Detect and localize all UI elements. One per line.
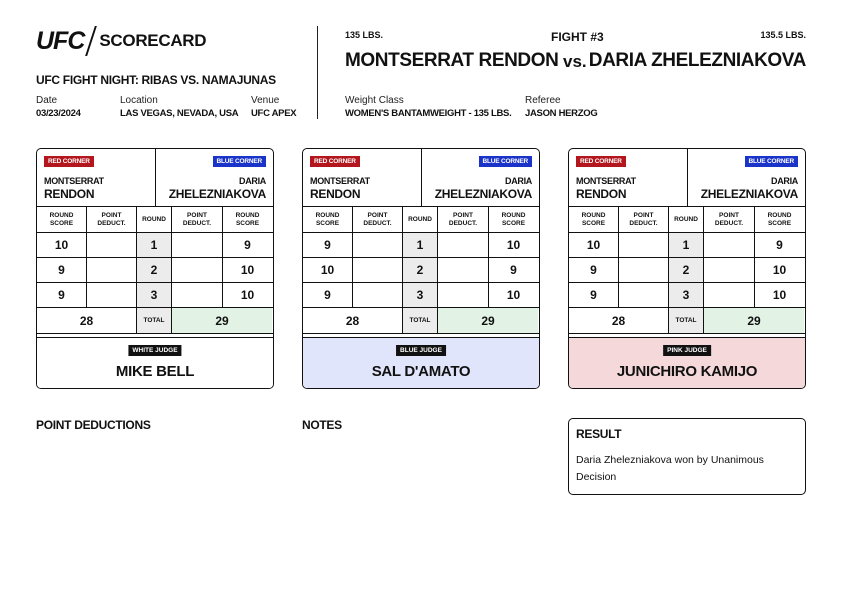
event-title: UFC FIGHT NIGHT: RIBAS VS. NAMAJUNAS (36, 73, 276, 87)
blue-last-name: ZHELEZNIAKOVA (434, 187, 532, 201)
blue-point-deduct (438, 233, 489, 257)
red-point-deduct (353, 258, 403, 282)
score-header-row (37, 207, 273, 233)
red-last-name: RENDON (576, 187, 627, 201)
round-row (303, 233, 539, 258)
red-first-name: MONTSERRAT (576, 176, 636, 186)
referee-value: JASON HERZOG (525, 108, 598, 119)
red-total: 28 (303, 308, 403, 333)
red-round-score: 9 (37, 258, 87, 282)
judge-area (37, 337, 273, 389)
total-row (37, 308, 273, 334)
blue-corner-badge: BLUE CORNER (479, 156, 532, 167)
blue-round-score-header: ROUND SCORE (755, 207, 804, 232)
judge-area (303, 337, 539, 389)
blue-point-deduct (704, 258, 755, 282)
location-value: LAS VEGAS, NEVADA, USA (120, 108, 239, 119)
blue-round-score: 10 (772, 263, 787, 277)
blue-first-name: DARIA (239, 176, 266, 186)
logo-text: UFC (36, 26, 85, 55)
blue-round-score: 9 (244, 238, 251, 252)
round-number: 1 (403, 233, 438, 257)
result-title: RESULT (576, 427, 622, 441)
date-value: 03/23/2024 (36, 108, 81, 119)
location-label: Location (120, 95, 158, 106)
blue-round-score-header: ROUND SCORE (223, 207, 272, 232)
blue-point-deduct (172, 233, 223, 257)
judge-scorecard-1 (36, 148, 274, 389)
red-round-score-header: ROUND SCORE (303, 207, 353, 232)
blue-point-deduct (438, 283, 489, 307)
blue-round-score: 10 (240, 263, 255, 277)
blue-corner-badge: BLUE CORNER (213, 156, 266, 167)
round-row (37, 283, 273, 308)
judge-name: JUNICHIRO KAMIJO (616, 363, 758, 380)
red-last-name: RENDON (44, 187, 95, 201)
red-round-score: 9 (303, 283, 353, 307)
blue-last-name: ZHELEZNIAKOVA (700, 187, 798, 201)
red-point-deduct (619, 258, 669, 282)
judge-name: MIKE BELL (115, 363, 195, 380)
judge-tag: BLUE JUDGE (396, 345, 446, 356)
card-fighters (37, 149, 273, 207)
total-row (569, 308, 805, 334)
red-round-score: 9 (303, 233, 353, 257)
blue-round-score: 10 (772, 288, 787, 302)
red-fighter-name: MONTSERRAT RENDON (345, 50, 559, 71)
blue-point-deduct-header: POINT DEDUCT. (704, 207, 755, 232)
blue-round-score-header: ROUND SCORE (489, 207, 538, 232)
blue-point-deduct (438, 258, 489, 282)
red-round-score: 9 (569, 258, 619, 282)
date-label: Date (36, 95, 58, 106)
blue-round-score: 10 (506, 288, 521, 302)
total-label: TOTAL (669, 308, 704, 333)
red-round-score-header: ROUND SCORE (569, 207, 619, 232)
red-total: 28 (37, 308, 137, 333)
judge-tag: PINK JUDGE (663, 345, 711, 356)
red-round-score: 9 (37, 283, 87, 307)
red-corner-badge: RED CORNER (576, 156, 626, 167)
red-first-name: MONTSERRAT (44, 176, 104, 186)
venue-label: Venue (251, 95, 280, 106)
fight-number: FIGHT #3 (551, 30, 604, 44)
judge-tag: WHITE JUDGE (128, 345, 181, 356)
blue-fighter-weight: 135.5 LBS. (760, 30, 806, 40)
corner-divider (687, 149, 688, 207)
notes-title: NOTES (302, 418, 342, 432)
score-header-row (569, 207, 805, 233)
red-fighter-weight: 135 LBS. (345, 30, 384, 40)
header-divider (317, 26, 318, 119)
round-number: 3 (403, 283, 438, 307)
round-row (569, 258, 805, 283)
blue-round-score: 10 (506, 238, 521, 252)
blue-point-deduct (172, 283, 223, 307)
blue-last-name: ZHELEZNIAKOVA (168, 187, 266, 201)
blue-point-deduct-header: POINT DEDUCT. (438, 207, 489, 232)
blue-point-deduct (704, 233, 755, 257)
blue-total: 29 (704, 308, 804, 333)
blue-round-score: 9 (510, 263, 517, 277)
ufc-logo (36, 26, 206, 56)
red-point-deduct (353, 283, 403, 307)
blue-point-deduct (704, 283, 755, 307)
blue-point-deduct (172, 258, 223, 282)
weight-class-value: WOMEN'S BANTAMWEIGHT - 135 LBS. (345, 108, 512, 119)
weight-class-label: Weight Class (345, 95, 404, 106)
blue-first-name: DARIA (771, 176, 798, 186)
blue-first-name: DARIA (505, 176, 532, 186)
round-number: 3 (669, 283, 704, 307)
total-label: TOTAL (403, 308, 438, 333)
judge-name: SAL D'AMATO (371, 363, 471, 380)
red-point-deduct-header: POINT DEDUCT. (87, 207, 137, 232)
red-point-deduct (619, 283, 669, 307)
round-row (569, 283, 805, 308)
red-round-score: 10 (37, 233, 87, 257)
red-first-name: MONTSERRAT (310, 176, 370, 186)
total-row (303, 308, 539, 334)
red-total: 28 (569, 308, 669, 333)
score-header-row (303, 207, 539, 233)
round-header: ROUND (669, 207, 704, 232)
corner-divider (155, 149, 156, 207)
round-row (303, 283, 539, 308)
round-number: 2 (137, 258, 172, 282)
round-row (303, 258, 539, 283)
point-deductions-title: POINT DEDUCTIONS (36, 418, 151, 432)
round-number: 1 (669, 233, 704, 257)
total-label: TOTAL (137, 308, 172, 333)
judge-scorecard-3 (568, 148, 806, 389)
red-point-deduct (87, 283, 137, 307)
red-last-name: RENDON (310, 187, 361, 201)
scorecard-label: SCORECARD (99, 31, 207, 50)
round-row (37, 258, 273, 283)
red-point-deduct (87, 233, 137, 257)
corner-divider (421, 149, 422, 207)
result-text: Daria Zhelezniakova won by Unanimous Decision (576, 454, 764, 483)
result-box (568, 418, 806, 495)
red-point-deduct-header: POINT DEDUCT. (353, 207, 403, 232)
venue-value: UFC APEX (251, 108, 297, 119)
blue-total: 29 (438, 308, 538, 333)
red-point-deduct-header: POINT DEDUCT. (619, 207, 669, 232)
card-fighters (303, 149, 539, 207)
red-point-deduct (353, 233, 403, 257)
blue-point-deduct-header: POINT DEDUCT. (172, 207, 223, 232)
red-point-deduct (619, 233, 669, 257)
round-number: 3 (137, 283, 172, 307)
red-corner-badge: RED CORNER (44, 156, 94, 167)
red-round-score: 10 (569, 233, 619, 257)
vs-label: vs. (563, 52, 587, 71)
blue-total: 29 (172, 308, 272, 333)
blue-fighter-name: DARIA ZHELEZNIAKOVA (588, 50, 806, 71)
round-number: 2 (669, 258, 704, 282)
judge-scorecard-2 (302, 148, 540, 389)
blue-corner-badge: BLUE CORNER (745, 156, 798, 167)
round-header: ROUND (137, 207, 172, 232)
blue-round-score: 9 (776, 238, 783, 252)
red-corner-badge: RED CORNER (310, 156, 360, 167)
blue-round-score: 10 (240, 288, 255, 302)
red-round-score: 9 (569, 283, 619, 307)
red-round-score: 10 (303, 258, 353, 282)
round-row (37, 233, 273, 258)
round-row (569, 233, 805, 258)
card-fighters (569, 149, 805, 207)
red-point-deduct (87, 258, 137, 282)
logo-divider (86, 26, 98, 56)
round-number: 2 (403, 258, 438, 282)
judge-area (569, 337, 805, 389)
round-number: 1 (137, 233, 172, 257)
round-header: ROUND (403, 207, 438, 232)
referee-label: Referee (525, 95, 561, 106)
red-round-score-header: ROUND SCORE (37, 207, 87, 232)
